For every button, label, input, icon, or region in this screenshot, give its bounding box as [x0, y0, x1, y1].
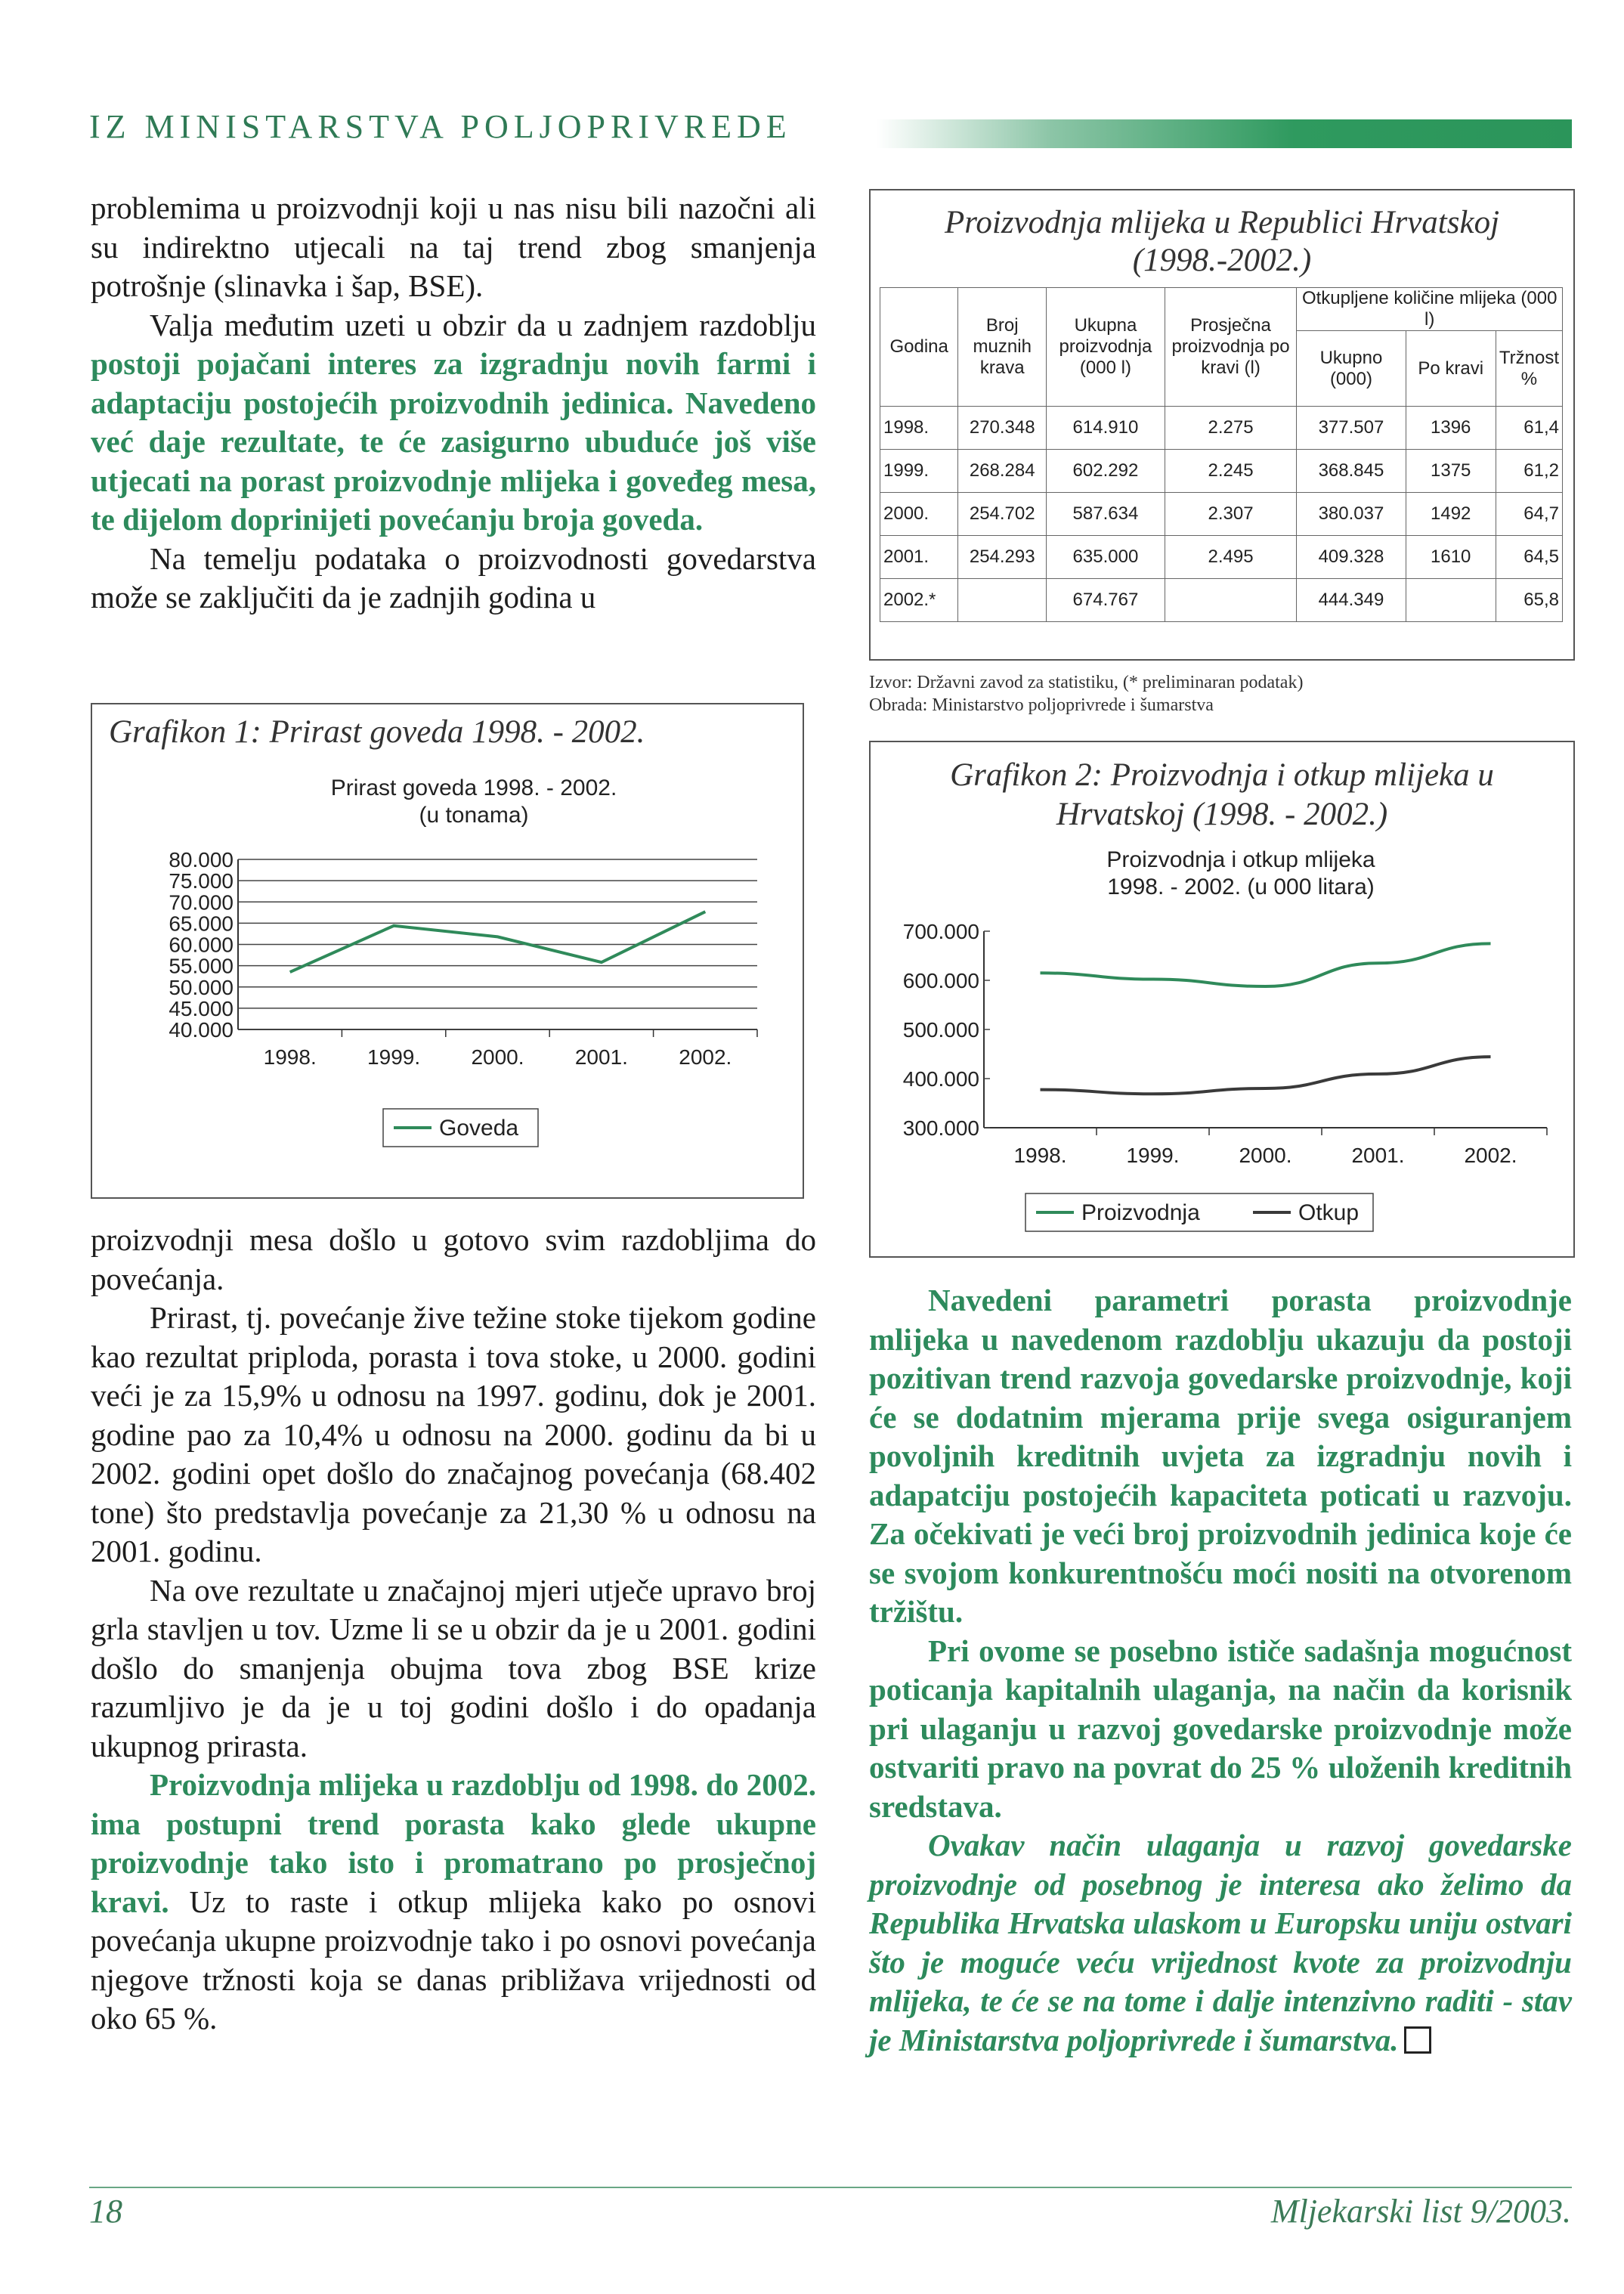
table-source: Izvor: Državni zavod za statistiku, (* preliminaran podatak) Obrada: Ministarstvo poljoprivrede i šumarstva	[869, 673, 1304, 715]
paragraph: Navedeni parametri porasta proizvodnje mlijeka u navedenom razdoblju ukazuju da postoji pozitivan trend razvoja govedarske proizvodnje, koji će se dodatnim mjerama prije svega osiguranjem povoljnih kreditnih uvjeta za izgradnju novih i adapatciju postojećih kapaciteta poticati u razvoju. Za očekivati je veći broj proizvodnih jedinica koje će se svojom konkurentnošću moći nositi na otvorenom tržištu.	[869, 1283, 1572, 1629]
legend-label: Proizvodnja	[1081, 1200, 1200, 1225]
paragraph: Na ove rezultate u značajnoj mjeri utječe upravo broj grla stavljen u tov. Uzme li se u obzir da je u 2001. godini došlo do smanjenja obujma tova zbog BSE krize razumljivo je da je u toj godini došlo i do opadanja ukupnog prirasta.	[91, 1572, 816, 1763]
y-tick-label: 500.000	[902, 1018, 979, 1042]
col-header-broj: Broj muznih krava	[958, 288, 1047, 407]
paragraph: problemima u proizvodnji koji u nas nisu bili nazočni ali su indirektno utjecali na taj trend zbog smanjenja potrošnje (slinavka i šap, BSE).	[91, 190, 816, 303]
table-row	[880, 536, 1563, 579]
paragraph: Valja međutim uzeti u obzir da u zadnjem razdoblju postoji pojačani interes za izgradnju novih farmi i adaptaciju postojećih proizvodnih jedinica. Navedeno već daje rezultate, te će zasigurno ubuduće još više utjecati na porast proizvodnje mlijeka i goveđeg mesa, te dijelom doprinijeti povećanju broja goveda.	[91, 307, 816, 537]
page-number: 18	[89, 2193, 122, 2230]
x-tick-label: 1999.	[1126, 1144, 1180, 1167]
col-header-po-kravi: Po kravi	[1406, 331, 1496, 407]
chart-2-caption: Grafikon 2: Proizvodnja i otkup mlijeka u Hrvatskoj (1998. - 2002.)	[950, 757, 1494, 832]
chart-subtitle: (u tonama)	[419, 803, 529, 828]
table-row	[880, 493, 1563, 536]
table-cell: 1492	[1406, 493, 1496, 536]
y-tick-label: 50.000	[169, 975, 234, 999]
header-decoration-bar	[877, 119, 1572, 148]
x-tick-label: 2000.	[1239, 1144, 1292, 1167]
table-cell: 377.507	[1297, 407, 1406, 450]
paragraph: Na temelju podataka o proizvodnosti govedarstva može se zaključiti da je zadnjih godina u	[91, 540, 816, 615]
chart-1-caption: Grafikon 1: Prirast goveda 1998. - 2002.	[109, 714, 645, 750]
series-line-goveda	[290, 912, 706, 972]
table-cell: 1999.	[880, 450, 958, 493]
table-title: Proizvodnja mlijeka u Republici Hrvatskoj (1998.-2002.)	[944, 205, 1500, 278]
chart-2-box	[869, 741, 1575, 1258]
legend-label: Otkup	[1298, 1200, 1360, 1225]
table-cell: 587.634	[1047, 493, 1165, 536]
x-tick-label: 1999.	[367, 1045, 421, 1069]
y-tick-label: 40.000	[169, 1018, 234, 1042]
table-cell: 635.000	[1047, 536, 1165, 579]
table-cell: 1610	[1406, 536, 1496, 579]
y-tick-label: 400.000	[902, 1067, 979, 1091]
y-tick-label: 700.000	[902, 920, 979, 943]
chart-1	[92, 765, 803, 1188]
end-mark-icon	[1404, 2026, 1431, 2054]
paragraph: Prirast, tj. povećanje žive težine stoke tijekom godine kao rezultat priploda, porasta i tova stoke, u 2000. godini veći je za 15,9% u odnosu na 1997. godinu, dok je 2001. godine pao za 10,4% u odnosu na 2000. godinu da bi u 2002. godini opet došlo do značajnog povećanja (68.402 tone) što predstavlja povećanje za 21,30 % u odnosu na 2001. godinu.	[91, 1300, 816, 1568]
col-header-prosjecna: Prosječna proizvodnja po kravi (l)	[1165, 288, 1297, 407]
table-row	[880, 450, 1563, 493]
table-cell: 268.284	[958, 450, 1047, 493]
table-cell	[1165, 579, 1297, 622]
paragraph: Proizvodnja mlijeka u razdoblju od 1998. do 2002. ima postupni trend porasta kako glede ukupne proizvodnje tako isto i promatrano po prosječnoj kravi. Uz to raste i otkup mlijeka kako po osnovi povećanja ukupne proizvodnje tako i po osnovi povećanja njegove tržnosti koja se danas približava vrijednosti od oko 65 %.	[91, 1767, 816, 2035]
series-line-otkup	[1041, 1057, 1491, 1094]
journal-name: Mljekarski list 9/2003.	[1270, 2193, 1571, 2230]
table-cell: 254.702	[958, 493, 1047, 536]
y-tick-label: 600.000	[902, 969, 979, 992]
table-cell: 2001.	[880, 536, 958, 579]
table-cell: 674.767	[1047, 579, 1165, 622]
chart-subtitle: 1998. - 2002. (u 000 litara)	[1107, 875, 1375, 899]
table-cell	[958, 579, 1047, 622]
table-row	[880, 407, 1563, 450]
col-header-godina: Godina	[880, 288, 958, 407]
chart-title: Prirast goveda 1998. - 2002.	[330, 776, 617, 800]
table-cell: 2002.*	[880, 579, 958, 622]
table-cell: 61,2	[1496, 450, 1562, 493]
table-cell: 64,7	[1496, 493, 1562, 536]
chart-2	[871, 837, 1573, 1252]
series-line-proizvodnja	[1041, 943, 1491, 986]
table-cell	[1406, 579, 1496, 622]
y-tick-label: 75.000	[169, 869, 234, 893]
x-tick-label: 2002.	[1464, 1144, 1517, 1167]
col-header-otkup-ukupno: Ukupno (000)	[1297, 331, 1406, 407]
table-cell: 409.328	[1297, 536, 1406, 579]
x-tick-label: 1998.	[263, 1045, 317, 1069]
left-column-top	[91, 189, 816, 618]
table-cell: 2.275	[1165, 407, 1297, 450]
x-tick-label: 2001.	[574, 1045, 628, 1069]
table-cell: 65,8	[1496, 579, 1562, 622]
paragraph: Ovakav način ulaganja u razvoj govedarske proizvodnje od posebnog je interesa ako želimo da Republika Hrvatska ulaskom u Europsku uniju ostvari što je moguće veću vrijednost kvote za proizvodnju mlijeka, te će se na tome i dalje intenzivno raditi - stav je Ministarstva poljoprivrede i šumarstva.	[869, 1828, 1572, 2057]
col-header-otkup: Otkupljene količine mlijeka (000 l)	[1297, 288, 1563, 331]
section-header: IZ MINISTARSTVA POLJOPRIVREDE	[89, 108, 792, 145]
y-tick-label: 70.000	[169, 890, 234, 915]
x-tick-label: 2002.	[679, 1045, 732, 1069]
left-column-bottom	[91, 1221, 816, 2039]
y-tick-label: 60.000	[169, 933, 234, 957]
table-cell: 1998.	[880, 407, 958, 450]
table-cell: 444.349	[1297, 579, 1406, 622]
footer-divider	[89, 2187, 1572, 2188]
y-tick-label: 300.000	[902, 1116, 979, 1140]
paragraph: proizvodnji mesa došlo u gotovo svim razdobljima do povećanja.	[91, 1222, 816, 1296]
right-column-bottom	[869, 1281, 1572, 2060]
legend-label: Goveda	[439, 1116, 519, 1141]
y-tick-label: 45.000	[169, 996, 234, 1020]
chart-1-box	[91, 703, 804, 1199]
table-cell: 614.910	[1047, 407, 1165, 450]
x-tick-label: 2000.	[471, 1045, 524, 1069]
table-cell: 2.307	[1165, 493, 1297, 536]
table-cell: 602.292	[1047, 450, 1165, 493]
table-cell: 1396	[1406, 407, 1496, 450]
table-cell: 2.495	[1165, 536, 1297, 579]
y-tick-label: 65.000	[169, 912, 234, 936]
paragraph: Pri ovome se posebno ističe sadašnja mogućnost poticanja kapitalnih ulaganja, na način da korisnik pri ulaganju u razvoj govedarske proizvodnje može ostvariti pravo na povrat do 25 % uloženih kreditnih sredstava.	[869, 1633, 1572, 1824]
highlighted-text: postoji pojačani interes za izgradnju novih farmi i adaptaciju postojećih proizvodnih jedinica. Navedeno već daje rezultate, te će zasigurno ubuduće još više utjecati na porast proizvodnje mlijeka i goveđeg mesa, te dijelom doprinijeti povećanju broja goveda.	[91, 346, 816, 537]
table-box	[869, 189, 1575, 661]
table-cell: 1375	[1406, 450, 1496, 493]
milk-production-table	[880, 287, 1563, 622]
table-row	[880, 579, 1563, 622]
col-header-ukupna: Ukupna proizvodnja (000 l)	[1047, 288, 1165, 407]
table-cell: 2000.	[880, 493, 958, 536]
x-tick-label: 1998.	[1013, 1144, 1067, 1167]
table-cell: 64,5	[1496, 536, 1562, 579]
col-header-trznost: Tržnost %	[1496, 331, 1562, 407]
table-cell: 61,4	[1496, 407, 1562, 450]
y-tick-label: 80.000	[169, 848, 234, 871]
table-cell: 368.845	[1297, 450, 1406, 493]
table-cell: 2.245	[1165, 450, 1297, 493]
table-cell: 254.293	[958, 536, 1047, 579]
table-cell: 270.348	[958, 407, 1047, 450]
highlighted-text: Proizvodnja mlijeka u razdoblju od 1998. do 2002. ima postupni trend porasta kako glede ukupne proizvodnje tako isto i promatrano po prosječnoj kravi.	[91, 1767, 816, 1919]
y-tick-label: 55.000	[169, 954, 234, 978]
table-cell: 380.037	[1297, 493, 1406, 536]
chart-title: Proizvodnja i otkup mlijeka	[1106, 847, 1375, 872]
x-tick-label: 2001.	[1351, 1144, 1405, 1167]
